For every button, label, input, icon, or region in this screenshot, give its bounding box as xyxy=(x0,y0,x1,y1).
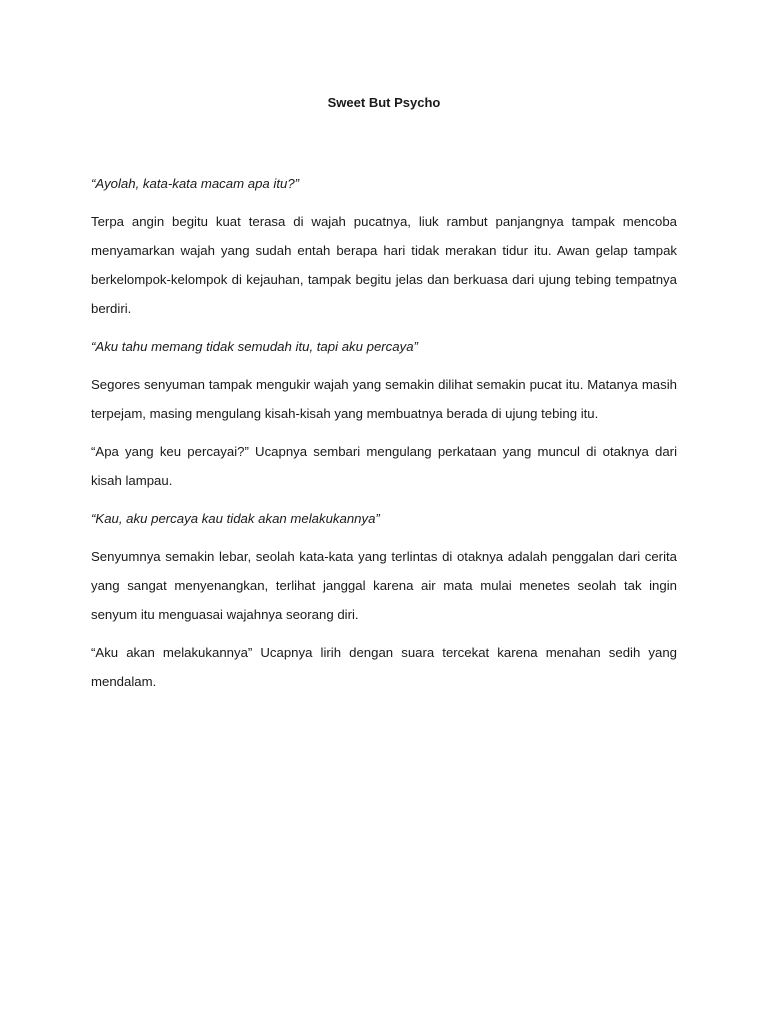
paragraph-3: “Apa yang keu percayai?” Ucapnya sembari mengulang perkataan yang muncul di otaknya dari kisah lampau. xyxy=(91,444,677,488)
paragraph-1: Terpa angin begitu kuat terasa di wajah pucatnya, liuk rambut panjangnya tampak mencoba menyamarkan wajah yang sudah entah berapa hari tidak merakan tidur itu. Awan gelap tampak berkelompok-kelompok di kejauhan, tampak begitu jelas dan berkuasa dari ujung tebing tempatnya berdiri. xyxy=(91,214,677,316)
paragraph-dialogue-3: “Kau, aku percaya kau tidak akan melakukannya” xyxy=(91,511,380,526)
paragraph-dialogue-1: “Ayolah, kata-kata macam apa itu?” xyxy=(91,176,300,191)
document-title: Sweet But Psycho xyxy=(327,95,441,110)
paragraph-2: Segores senyuman tampak mengukir wajah yang semakin dilihat semakin pucat itu. Matanya masih terpejam, masing mengulang kisah-kisah yang membuatnya berada di ujung tebing itu. xyxy=(91,377,677,421)
paragraph-dialogue-2: “Aku tahu memang tidak semudah itu, tapi aku percaya” xyxy=(91,339,418,354)
paragraph-5: “Aku akan melakukannya” Ucapnya lirih dengan suara tercekat karena menahan sedih yang mendalam. xyxy=(91,645,677,689)
paragraph-4: Senyumnya semakin lebar, seolah kata-kata yang terlintas di otaknya adalah penggalan dari cerita yang sangat menyenangkan, terlihat janggal karena air mata mulai menetes seolah tak ingin senyum itu menguasai wajahnya seorang diri. xyxy=(91,549,677,622)
document-body xyxy=(91,169,677,705)
